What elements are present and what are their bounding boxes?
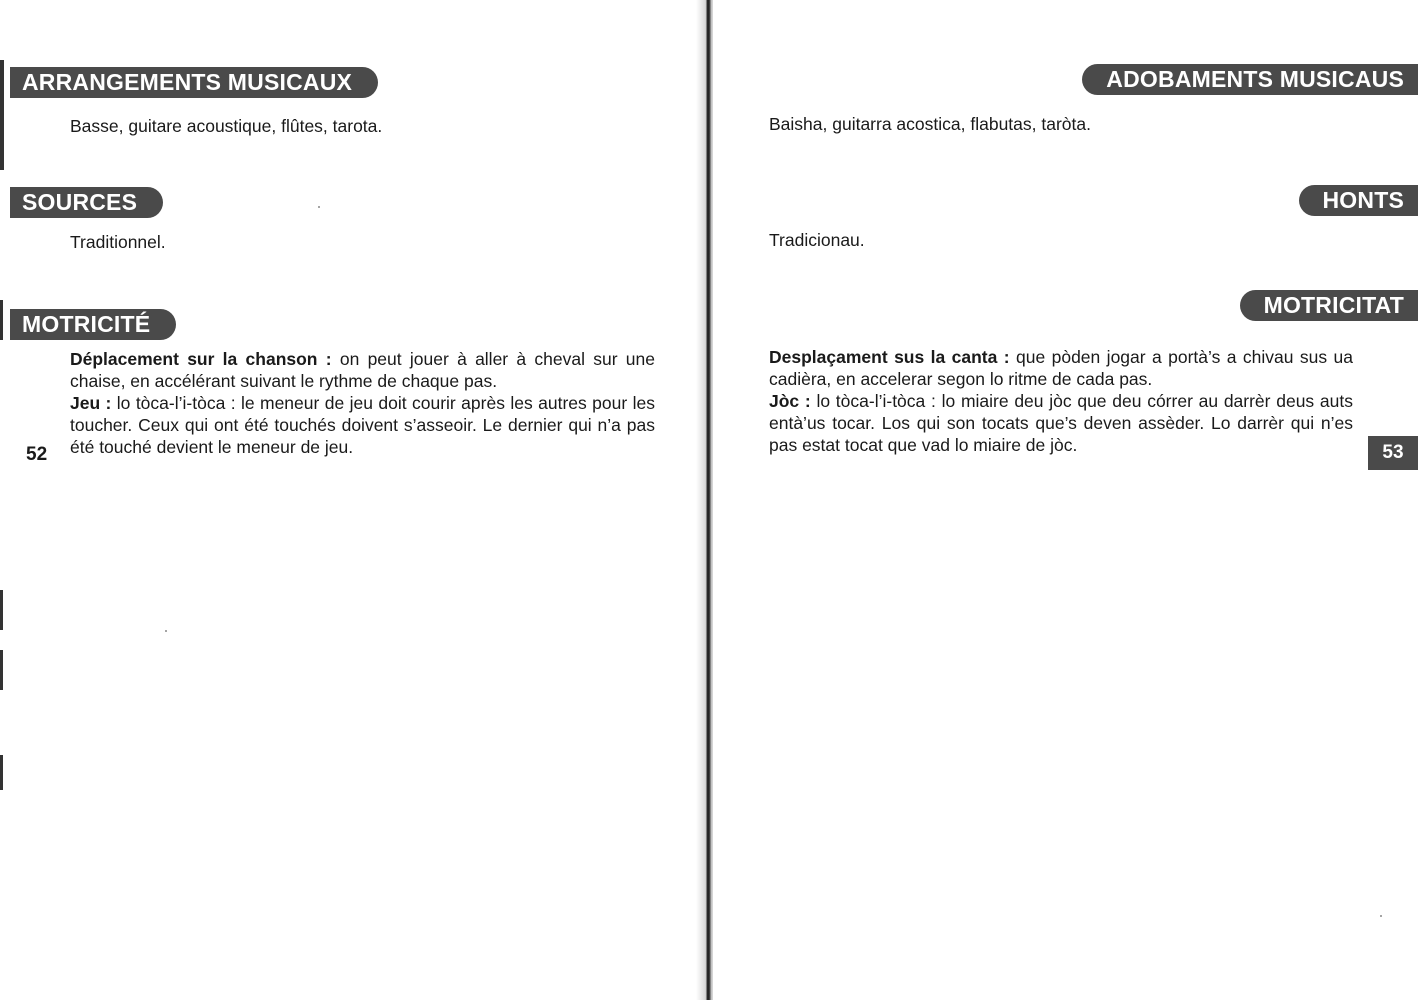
joc-paragraph bbox=[769, 390, 1353, 456]
page-edge-mark bbox=[0, 590, 3, 630]
deplacement-paragraph bbox=[70, 348, 655, 392]
desplacament-text: que pòden jogar a portà’s a chivau sus ua cadièra, en accelerar segon lo ritme de cada pas. bbox=[769, 347, 1353, 389]
paper-speck bbox=[165, 630, 167, 632]
section-header-arrangements-musicaux: ARRANGEMENTS MUSICAUX bbox=[10, 67, 378, 98]
desplacament-label: Desplaçament sus la canta : bbox=[769, 347, 1010, 367]
joc-label: Jòc : bbox=[769, 391, 811, 411]
page-edge-mark bbox=[0, 650, 3, 690]
page-number-right: 53 bbox=[1368, 436, 1418, 470]
section-header-adobaments-musicaus: ADOBAMENTS MUSICAUS bbox=[1082, 64, 1418, 95]
arrangements-body: Basse, guitare acoustique, flûtes, tarota. bbox=[70, 116, 383, 136]
left-page bbox=[0, 0, 705, 1000]
desplacament-paragraph bbox=[769, 346, 1353, 390]
section-header-honts: HONTS bbox=[1299, 185, 1418, 216]
jeu-label: Jeu : bbox=[70, 393, 112, 413]
paper-speck bbox=[318, 206, 320, 208]
motricitat-body bbox=[769, 346, 1353, 456]
deplacement-label: Déplacement sur la chanson : bbox=[70, 349, 332, 369]
adobaments-body: Baisha, guitarra acostica, flabutas, taròta. bbox=[769, 114, 1091, 134]
sources-body: Traditionnel. bbox=[70, 232, 166, 252]
page-edge-mark bbox=[0, 300, 3, 340]
page-number-left: 52 bbox=[26, 444, 48, 465]
joc-text: lo tòca-l’i-tòca : lo miaire deu jòc que deu córrer au darrèr deus auts entà’us tocar. Los qui son tocats que’s deven assèder. Lo darrèr qui n’es pas estat tocat que vad lo miaire de jòc. bbox=[769, 391, 1353, 455]
section-header-motricitat: MOTRICITAT bbox=[1240, 290, 1418, 321]
paper-speck bbox=[1380, 915, 1382, 917]
page-edge-mark bbox=[0, 755, 3, 790]
motricite-body bbox=[70, 348, 655, 458]
section-header-sources: SOURCES bbox=[10, 187, 163, 218]
jeu-paragraph bbox=[70, 392, 655, 458]
section-header-motricite: MOTRICITÉ bbox=[10, 309, 176, 340]
deplacement-text: on peut jouer à aller à cheval sur une chaise, en accélérant suivant le rythme de chaque pas. bbox=[70, 349, 656, 391]
page-edge-mark bbox=[0, 60, 4, 170]
right-page bbox=[713, 0, 1418, 1000]
honts-body: Tradicionau. bbox=[769, 230, 865, 250]
jeu-text: lo tòca-l’i-tòca : le meneur de jeu doit courir après les autres pour les toucher. Ceux qui ont été touchés doivent s’asseoir. Le dernier qui n’a pas été touché devient le meneur de jeu. bbox=[70, 393, 655, 457]
